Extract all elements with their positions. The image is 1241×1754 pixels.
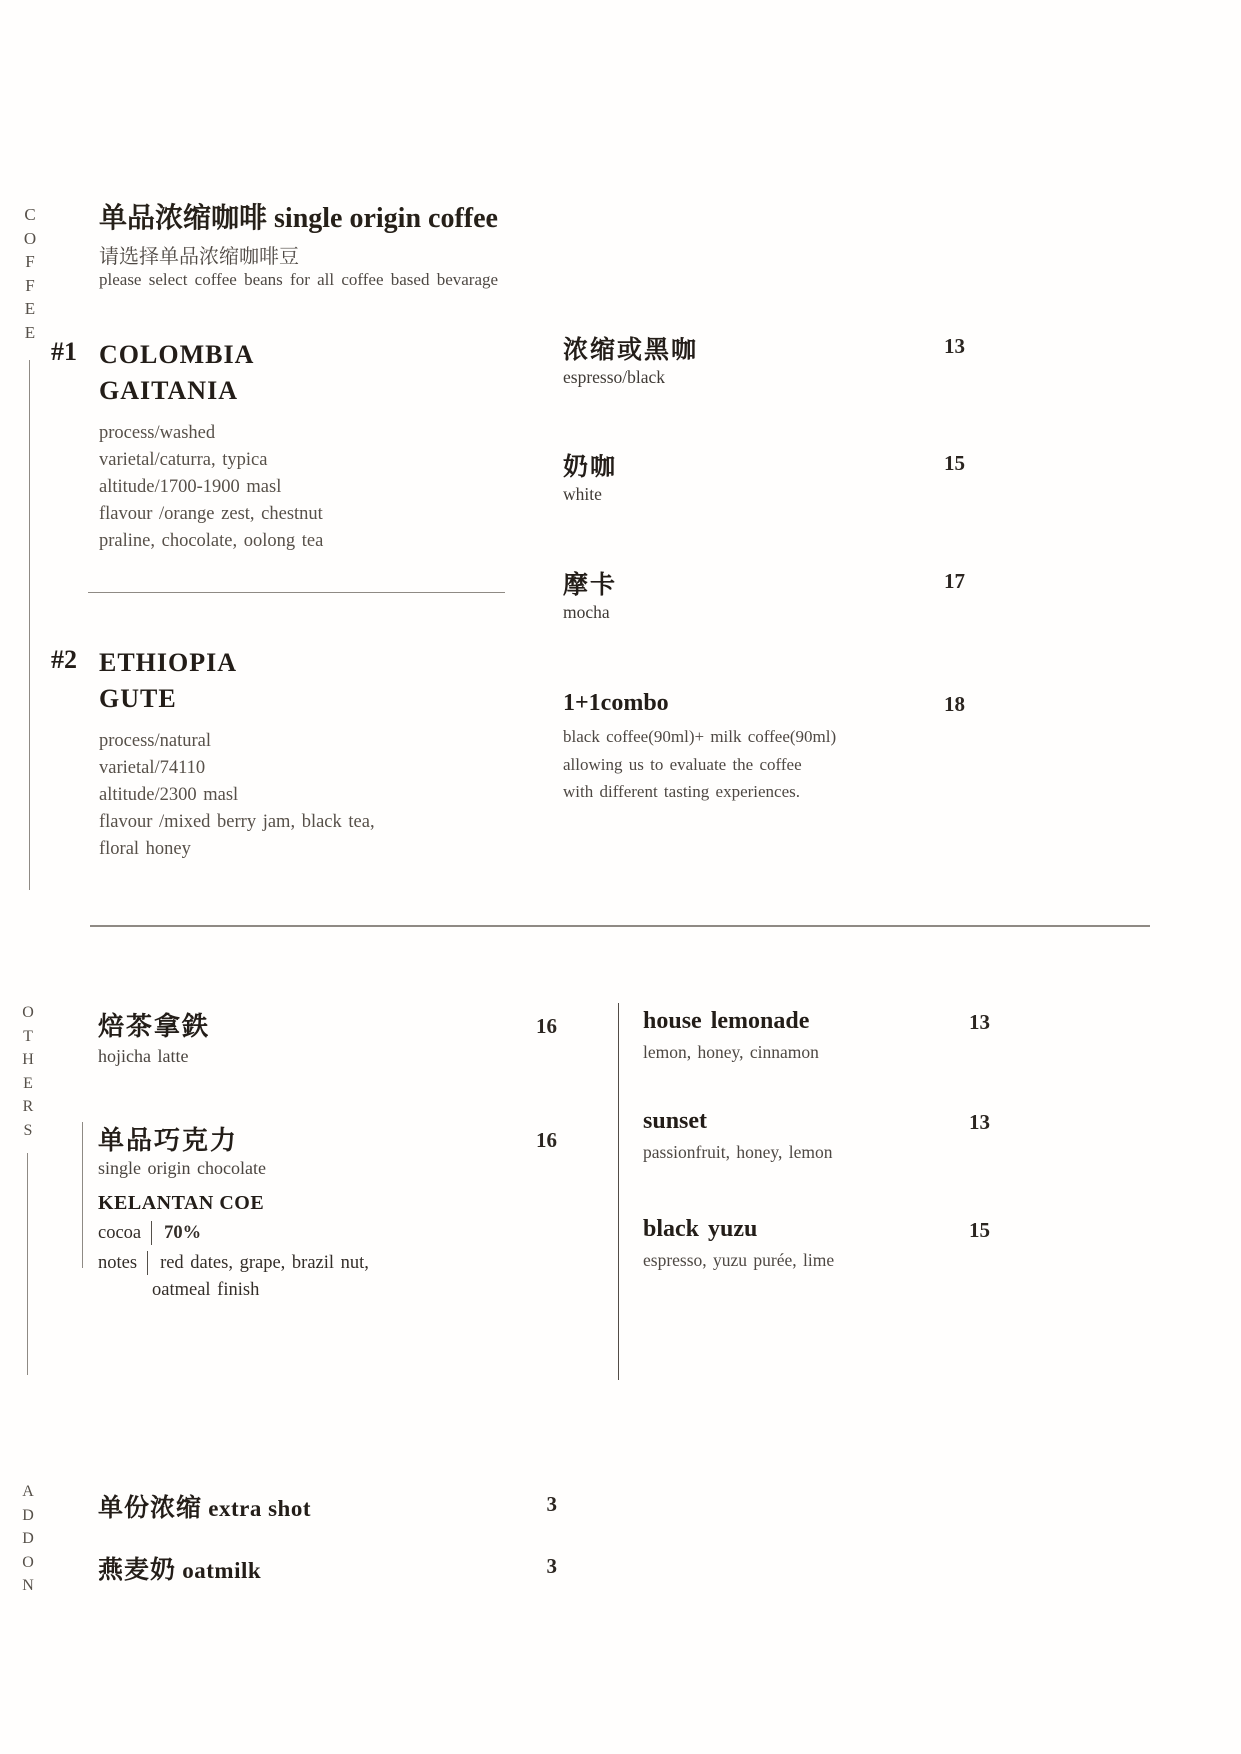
bean-number: #2 — [51, 645, 77, 674]
spec-divider-bar — [151, 1221, 152, 1245]
item-price: 15 — [944, 451, 965, 475]
section-title-zh: 单品浓缩咖啡 — [99, 203, 268, 234]
item-description: passionfruit, honey, lemon — [643, 1142, 833, 1162]
item-name: house lemonade — [643, 1008, 810, 1034]
others-rail-label — [19, 1001, 37, 1142]
notes-spec-row — [98, 1251, 369, 1275]
bean-detail-line: floral honey — [99, 839, 191, 859]
cocoa-value: 70% — [164, 1222, 202, 1243]
bean-divider-line — [88, 592, 505, 593]
bean-detail-line: process/washed — [99, 423, 216, 443]
rail-letter: E — [24, 299, 36, 318]
section-subtitle-zh: 请选择单品浓缩咖啡豆 — [99, 246, 299, 268]
item-price: 17 — [944, 569, 965, 593]
notes-value-continued: oatmeal finish — [152, 1280, 260, 1300]
item-description-line: with different tasting experiences. — [563, 782, 800, 801]
item-price: 13 — [944, 334, 965, 358]
rail-letter: N — [22, 1577, 34, 1594]
item-price: 13 — [969, 1010, 990, 1034]
item-name-en: white — [563, 484, 602, 504]
notes-label: notes — [98, 1252, 138, 1273]
rail-letter: F — [25, 252, 35, 271]
section-subtitle-en: please select coffee beans for all coffee based bevarage — [99, 270, 499, 289]
rail-letter: F — [25, 275, 35, 295]
item-description — [563, 723, 836, 806]
rail-letter: A — [22, 1483, 34, 1500]
rail-letter: E — [23, 1074, 33, 1092]
item-label — [98, 1550, 261, 1586]
bean-detail-line: flavour /orange zest, chestnut — [99, 504, 323, 524]
item-name: black yuzu — [643, 1216, 758, 1242]
item-label-zh: 单份浓缩 — [98, 1495, 203, 1522]
rail-letter: S — [23, 1121, 33, 1139]
coffee-rail-line — [29, 360, 30, 890]
item-label-zh: 燕麦奶 — [98, 1557, 177, 1584]
item-name-en: hojicha latte — [98, 1046, 189, 1066]
item-name: sunset — [643, 1108, 708, 1134]
bean-name-line: ETHIOPIA — [99, 648, 238, 677]
chocolate-item-rule — [82, 1122, 83, 1268]
cocoa-label: cocoa — [98, 1222, 142, 1243]
bean-name-line: GUTE — [99, 684, 177, 713]
item-price: 16 — [536, 1128, 557, 1152]
coffee-rail-label — [21, 203, 39, 344]
item-price: 18 — [944, 692, 965, 716]
item-description: espresso, yuzu purée, lime — [643, 1250, 835, 1270]
item-label-en: extra shot — [202, 1496, 311, 1521]
notes-value: red dates, grape, brazil nut, — [160, 1252, 369, 1273]
bean-name — [99, 337, 254, 409]
rail-letter: O — [23, 228, 37, 248]
bean-detail-line: varietal/74110 — [99, 758, 206, 778]
others-rail-line — [27, 1153, 28, 1375]
bean-detail-line: altitude/2300 masl — [99, 785, 239, 805]
item-label — [98, 1488, 311, 1524]
item-name-en: espresso/black — [563, 367, 666, 387]
rail-letter: T — [23, 1027, 33, 1045]
item-name: 1+1combo — [563, 690, 669, 716]
bean-detail-line: flavour /mixed berry jam, black tea, — [99, 812, 375, 832]
item-name-en: mocha — [563, 602, 610, 622]
item-name-zh: 奶咖 — [563, 454, 618, 481]
rail-letter: O — [22, 1553, 34, 1571]
section-title — [99, 196, 498, 236]
cocoa-spec-row — [98, 1221, 201, 1245]
item-price: 16 — [536, 1014, 557, 1038]
bean-name — [99, 645, 237, 717]
item-price: 3 — [546, 1492, 557, 1516]
rail-letter: D — [22, 1506, 34, 1524]
item-description-line: black coffee(90ml)+ milk coffee(90ml) — [563, 727, 837, 746]
section-title-en: single origin coffee — [267, 203, 498, 234]
bean-name-line: GAITANIA — [99, 376, 238, 405]
bean-detail-line: altitude/1700-1900 masl — [99, 477, 282, 497]
others-column-divider — [618, 1003, 619, 1380]
bean-name-line: COLOMBIA — [99, 340, 255, 369]
bean-detail-line: varietal/caturra, typica — [99, 450, 268, 470]
item-description: lemon, honey, cinnamon — [643, 1042, 819, 1062]
bean-detail-line: process/natural — [99, 731, 211, 751]
section-divider-line — [90, 925, 1150, 927]
item-name-zh: 浓缩或黑咖 — [563, 337, 699, 364]
item-name-zh: 焙茶拿鉄 — [98, 1012, 211, 1041]
bean-number: #1 — [51, 337, 77, 366]
item-label-en: oatmilk — [176, 1558, 262, 1583]
item-description-line: allowing us to evaluate the coffee — [563, 754, 802, 774]
item-name-zh: 单品巧克力 — [98, 1126, 239, 1155]
rail-letter: R — [22, 1098, 34, 1115]
bean-detail-line: praline, chocolate, oolong tea — [99, 531, 324, 551]
bean-details — [99, 420, 323, 555]
item-price: 13 — [969, 1110, 990, 1134]
item-name-en: single origin chocolate — [98, 1158, 266, 1178]
rail-letter: E — [24, 322, 36, 342]
rail-letter: H — [22, 1051, 34, 1068]
spec-divider-bar — [147, 1251, 148, 1275]
rail-letter: D — [22, 1530, 34, 1547]
item-price: 3 — [546, 1554, 557, 1578]
item-name-zh: 摩卡 — [563, 572, 618, 599]
addon-rail-label — [19, 1480, 37, 1598]
chocolate-bean-name: KELANTAN COE — [98, 1192, 265, 1214]
item-price: 15 — [969, 1218, 990, 1242]
bean-details — [99, 728, 375, 863]
rail-letter: C — [24, 205, 36, 224]
rail-letter: O — [22, 1004, 34, 1021]
